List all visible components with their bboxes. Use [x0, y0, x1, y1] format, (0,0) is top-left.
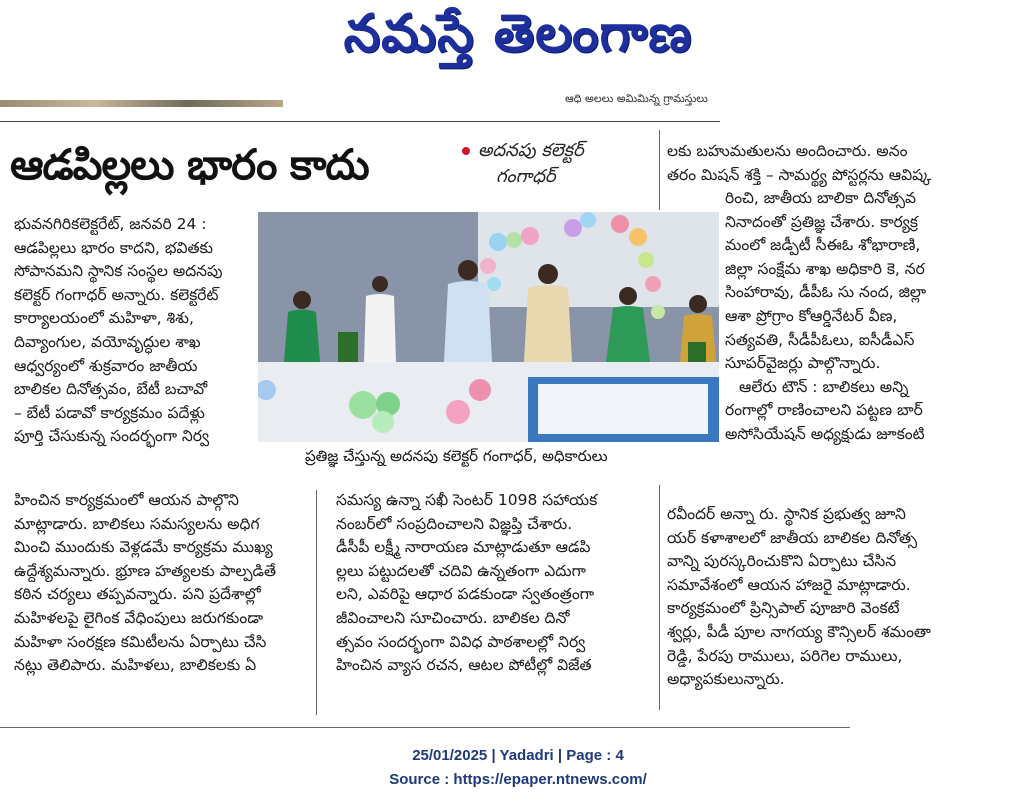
- article-column-1-lower: [14, 449, 314, 678]
- text-line: కార్యక్రమంలో ప్రిన్సిపాల్ పూజారి వెంకటే: [667, 599, 900, 618]
- text-line: దివ్యాంగుల, వయోవృద్ధుల శాఖ: [14, 332, 201, 351]
- text-line: త్సవం సందర్భంగా వివిధ పాఠశాలల్లో నిర్వ: [336, 632, 586, 651]
- article-column-3-lower: [667, 495, 972, 692]
- text-line: ల్లలు పట్టుదలతో చదివి ఉన్నతంగా ఎదుగా: [336, 561, 586, 580]
- text-line: సమస్య ఉన్నా సఖీ సెంటర్ 1098 సహాయక: [336, 491, 598, 509]
- masthead-title: నమస్తే తెలంగాణ: [343, 4, 693, 64]
- masthead: [0, 0, 1036, 78]
- text-line: సోపానమని స్థానిక సంస్థల అదనపు: [14, 262, 223, 281]
- article-headline: ఆడపిల్లలు భారం కాదు: [10, 140, 369, 189]
- bottom-rule: [0, 727, 850, 728]
- text-line: మించి ముందుకు వెళ్లడమే కార్యక్రమ ముఖ్య: [14, 538, 273, 557]
- text-line: శ్వర్లు, పీడీ పూల నాగయ్య కౌన్సిలర్ శమంతా: [667, 622, 931, 641]
- byline-line: గంగాధర్: [496, 166, 556, 187]
- text-line: రవీందర్ అన్నా రు. స్థానిక ప్రభుత్వ జూని: [667, 505, 906, 523]
- article-column-2: [336, 489, 656, 678]
- text-line: నినాదంతో ప్రతిజ్ఞ చేశారు. కార్యక్ర: [725, 212, 918, 231]
- text-line: మాట్లాడారు. బాలికలు సమస్యలను అధిగ: [14, 514, 260, 533]
- byline-line: అదనపు కలెక్టర్: [478, 140, 584, 161]
- article-column-3: [725, 187, 971, 447]
- text-line: తరం మిషన్ శక్తి – సామర్థ్య పోస్టర్లను ఆవిష్క: [667, 165, 932, 184]
- column-divider: [659, 485, 660, 710]
- text-line: – బేటీ పడావో కార్యక్రమం పదేళ్లు: [14, 403, 205, 422]
- column-divider: [316, 490, 317, 715]
- section-rule: [0, 121, 720, 122]
- article-column-1: [14, 213, 254, 449]
- text-line: డీసీపీ లక్ష్మీ నారాయణ మాట్లాడుతూ ఆడపి: [336, 538, 591, 557]
- text-line: మంలో జడ్పీటీ సీఈఓ శోభారాణి,: [725, 236, 921, 255]
- text-line: సమావేశంలో ఆయన హాజరై మాట్లాడారు.: [667, 575, 911, 594]
- text-line: వాన్ని పురస్కరించుకొని ఏర్పాటు చేసిన: [667, 552, 897, 571]
- text-line: యర్ కళాశాలలో జాతీయ బాలికల దినోత్స: [667, 528, 918, 547]
- text-line: మహిళా సంరక్షణ కమిటీలను ఏర్పాటు చేసి: [14, 632, 267, 651]
- footer-date-edition: 25/01/2025 | Yadadri | Page : 4: [412, 747, 624, 764]
- text-line: నంబర్‌లో సంప్రదించాలని విజ్ఞప్తి చేశారు.: [336, 514, 573, 533]
- text-line: హించిన కార్యక్రమంలో ఆయన పాల్గొని: [14, 491, 239, 509]
- text-line: జీవించాలని సూచించారు. బాలికల దినో: [336, 608, 570, 627]
- text-line: ఆధ్వర్యంలో శుక్రవారం జాతీయ: [14, 356, 198, 375]
- text-line: ఆలేరు టౌన్ : బాలికలు అన్ని: [739, 377, 909, 396]
- text-line: అసోసియేషన్ అధ్యక్షుడు జూకంటి: [725, 424, 925, 443]
- text-line: అధ్యాపకులున్నారు.: [667, 670, 785, 689]
- text-line: పూర్తి చేసుకున్న సందర్భంగా నిర్వ: [14, 427, 210, 446]
- text-line: బాలికల దినోత్సవం, బేటీ బచావో: [14, 380, 208, 399]
- text-line: మహిళలపై లైగింక వేధింపులు జరుగకుండా: [14, 608, 264, 627]
- text-line: సత్యవతి, సీడీపీఓలు, ఐసీడీఎస్: [725, 330, 915, 349]
- text-line: సూపర్‌వైజర్లు పాల్గొన్నారు.: [725, 354, 881, 373]
- footer-source: Source : https://epaper.ntnews.com/: [389, 771, 647, 788]
- column-divider: [659, 130, 660, 210]
- text-line: కార్యాలయంలో మహిళా, శిశు,: [14, 309, 194, 328]
- text-line: ఆశా ప్రోగ్రాం కోఆర్డినేటర్ వీణ,: [725, 306, 898, 325]
- event-photo: [258, 212, 719, 442]
- text-line: ఆడపిల్లలు భారం కాదని, భవితకు: [14, 238, 213, 257]
- text-line: ఉద్దేశ్యమన్నారు. భ్రూణ హత్యలకు పాల్పడితే: [14, 561, 277, 580]
- article-byline: [478, 138, 584, 190]
- event-photo-illustration: [258, 212, 719, 442]
- previous-article-image-strip: [0, 100, 283, 107]
- text-line: కలెక్టర్ గంగాధర్ అన్నారు. కలెక్టరేట్: [14, 285, 219, 304]
- text-line: కఠిన చర్యలు తప్పవన్నారు. పని ప్రదేశాల్లో: [14, 585, 261, 604]
- text-line: రంగాల్లో రాణించాలని పట్టణ బార్: [725, 401, 923, 420]
- photo-caption: ప్రతిజ్ఞ చేస్తున్న అదనపు కలెక్టర్ గంగాధర్, అధికారులు: [305, 447, 608, 465]
- text-line: లని, ఎవరిపై ఆధార పడకుండా స్వతంత్రంగా: [336, 585, 594, 604]
- previous-article-fragment: ఆధి అలలు అమిమిన్న గ్రామస్తులు: [565, 92, 708, 105]
- text-line: హించిన వ్యాస రచన, ఆటల పోటీల్లో విజేత: [336, 656, 592, 675]
- text-line: జిల్లా సంక్షేమ శాఖ అధికారి కె, నర: [725, 259, 925, 278]
- text-line: రించి, జాతీయ బాలికా దినోత్సవ: [725, 189, 917, 207]
- text-line: భువనగిరికలెక్టరేట్, జనవరి 24 :: [14, 215, 207, 233]
- text-line: సింహారావు, డీపీఓ సు నంద, జిల్లా: [725, 283, 927, 302]
- text-line: లకు బహుమతులను అందించారు. అనం: [667, 142, 908, 160]
- article-column-3-upper: [667, 140, 967, 187]
- byline-bullet-icon: [462, 147, 470, 155]
- text-line: నట్లు తెలిపారు. మహిళలు, బాలికలకు ఏ: [14, 656, 257, 675]
- text-line: రెడ్డి, పేరపు రాములు, పరిగెల రాములు,: [667, 646, 903, 665]
